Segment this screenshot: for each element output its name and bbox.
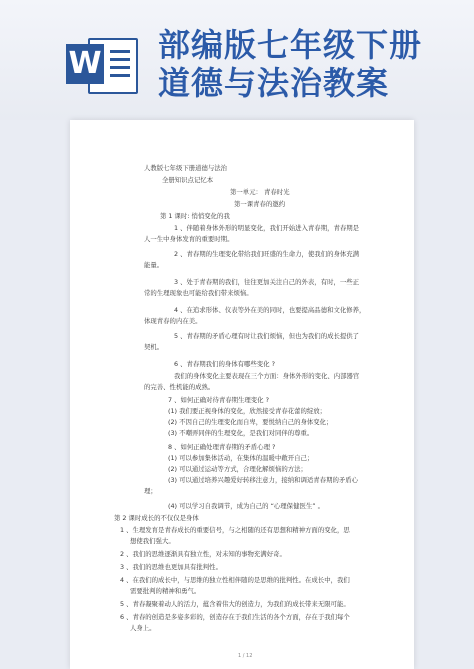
s2-point-1-line2: 想使我们强大。 [130,537,175,545]
word-icon [66,32,136,94]
point-8-question: 8 、如何正确处理青春期的矛盾心理 ? [168,443,276,451]
word-icon-letter: W [66,44,104,84]
point-7-question: 7 、如何正确对待青春期生理变化 ? [168,396,269,404]
s2-point-6-line1: 6 、青春的创造是多姿多彩的，创造存在于我们生活的各个方面，存在于我们每个 [120,613,350,621]
point-1-line2: 人一生中身体发育的重要时期。 [144,235,234,243]
point-8-item4: (4) 可以学习自我调节，成为自己的 “心理保健医生” 。 [168,502,324,510]
point-5-line1: 5 、青春期的矛盾心理有时让我们烦恼，但也为我们的成长提供了 [174,332,360,340]
lesson-title: 第一课青春的邀约 [234,200,286,208]
point-6-answer-line1: 我们的身体变化主要表现在三个方面：身体外形的变化、内部器官 [174,372,360,380]
point-4-line2: 体现青春的内在美。 [144,317,202,325]
document-page [70,120,414,669]
s2-point-4-line1: 4 、在我们的成长中，与思维的独立性相伴随的是思维的批判性。在成长中，我们 [120,576,350,584]
s2-point-6-line2: 人身上。 [130,624,156,632]
point-8-item3-line2: 理； [144,487,157,495]
point-4-line1: 4 、在追求形体、仪表等外在美的同时，也要提高品德和文化修养， [174,306,366,314]
point-8-item3-line1: (3) 可以通过培养兴趣爱好转移注意力，接纳和调适青春期的矛盾心 [168,476,359,484]
point-6-question: 6 、青春期我们的身体有哪些变化 ? [174,360,275,368]
banner-title-line2: 道德与法治教案 [158,64,390,102]
section1-title: 第 1 课时: 悄悄变化的我 [160,212,230,220]
point-3-line2: 常的生理现象也可能给我们带来烦恼。 [144,289,253,297]
point-3-line1: 3 、处于青春期的我们，往往更加关注自己的外表，有时，一些正 [174,278,360,286]
point-6-answer-line2: 的完善、性机能的成熟。 [144,383,215,391]
banner-title-line1: 部编版七年级下册 [158,26,423,64]
doc-header-line1: 人教版七年级下册道德与法治 [144,164,228,172]
unit-title: 第一单元： 青春时光 [230,188,290,196]
s2-point-5: 5 、青春凝聚着动人的活力，蕴含着伟大的创造力，为我们的成长带来无限可能。 [120,600,350,608]
point-8-item1: (1) 可以参加集体活动，在集体的温暖中敞开自己； [168,454,314,462]
s2-point-3: 3 、我们的思维也更加具有批判性。 [120,563,222,571]
section2-title: 第 2 课时成长的不仅仅是身体 [114,514,199,522]
point-5-line2: 契机。 [144,343,164,351]
point-7-item2: (2) 不因自己的生理变化而自卑，要悦纳自己的身体变化； [168,418,333,426]
point-2-line1: 2 、青春期的生理变化带给我们旺盛的生命力，使我们的身体充满 [174,250,360,258]
promo-banner [0,0,474,120]
s2-point-1-line1: 1 、生理发育是青春成长的重要信号，与之相随的还有思想和精神方面的变化，思 [120,526,350,534]
point-2-line2: 能量。 [144,261,164,269]
s2-point-2: 2 、我们的思维逐渐具有独立性，对未知的事物充满好奇。 [120,550,286,558]
point-8-item2: (2) 可以通过运动等方式，合理化解烦恼的方法； [168,465,307,473]
point-7-item1: (1) 我们要正视身体的变化，欣然接受青春花蕾的绽放； [168,407,327,415]
point-7-item3: (3) 不嘲弄同伴的生理变化，是我们对同伴的尊重。 [168,429,314,437]
doc-header-line2: 全册知识点记忆本 [162,176,214,184]
point-1-line1: 1 、伴随着身体外形的明显变化，我们开始进入青春期，青春期是 [174,224,360,232]
s2-point-4-line2: 需要批判的精神和勇气。 [130,587,201,595]
page-number: 1 / 12 [238,653,253,659]
